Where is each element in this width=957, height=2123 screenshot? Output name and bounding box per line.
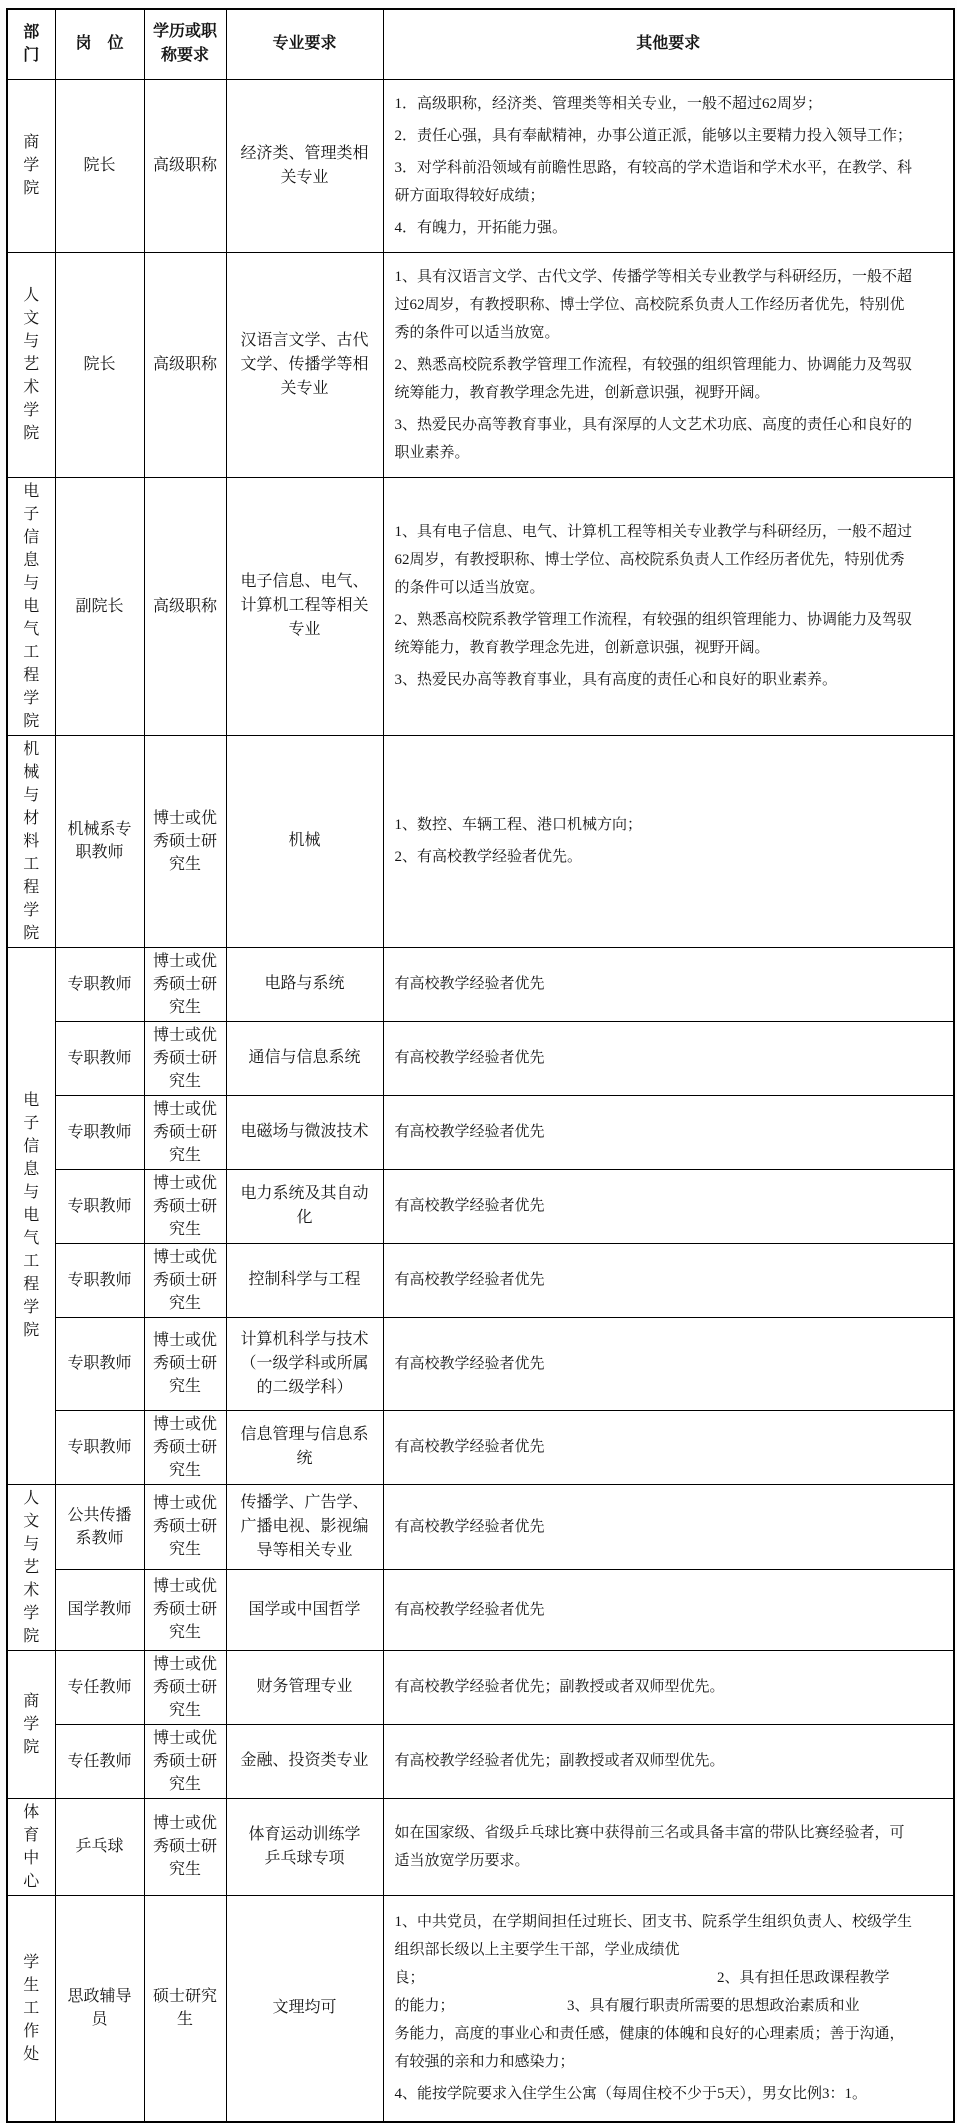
- qualification-cell: [144, 1798, 226, 1895]
- table-row: [7, 252, 954, 477]
- major-cell: [226, 735, 383, 947]
- major-line: 关专业: [280, 379, 329, 397]
- qualification-cell: [144, 947, 226, 1021]
- qualification-cell: [144, 1021, 226, 1095]
- major-cell: [226, 1484, 383, 1569]
- requirement-item: [395, 843, 944, 871]
- position-cell: [55, 947, 144, 1021]
- position-cell: [55, 1317, 144, 1410]
- qualification-label: 博士或优秀硕士研究生: [152, 952, 217, 1016]
- table-row: [7, 1410, 954, 1484]
- requirement-line: 良； 2、具有担任思政课程教学: [394, 1970, 890, 1987]
- qualification-cell: [144, 1724, 226, 1798]
- major-cell: [226, 252, 383, 477]
- requirement-line: 4．有魄力，开拓能力强。: [394, 219, 568, 236]
- requirement-line: 3、热爱民办高等教育事业，具有高度的责任心和良好的职业素养。: [394, 672, 838, 688]
- position-label: 院长: [83, 356, 116, 373]
- major-cell: [226, 1569, 383, 1650]
- requirement-line: 有高校教学经验者优先: [394, 1198, 545, 1214]
- major-cell: [226, 1243, 383, 1317]
- requirement-line: 的条件可以适当放宽。: [394, 580, 545, 596]
- position-label: 副院长: [75, 597, 124, 615]
- position-cell: [55, 1798, 144, 1895]
- qualification-cell: [144, 1484, 226, 1569]
- qualification-cell: [144, 477, 226, 735]
- requirement-item: [395, 1596, 944, 1624]
- table-row: [7, 1484, 954, 1569]
- header-dept-label: 部门: [23, 24, 40, 65]
- requirement-line: 秀的条件可以适当放宽。: [394, 324, 560, 341]
- position-label: 专职教师: [67, 975, 132, 993]
- major-cell: [226, 947, 383, 1021]
- requirement-line: 有高校教学经验者优先: [394, 976, 545, 992]
- dept-label: 人文与艺术学院: [23, 1489, 40, 1645]
- requirement-line: 有高校教学经验者优先: [394, 1601, 545, 1618]
- requirement-item: [395, 351, 944, 407]
- dept-cell: [7, 1895, 55, 2122]
- requirement-item: [395, 1819, 944, 1875]
- major-line: 金融、投资类专业: [240, 1752, 369, 1769]
- major-cell: [226, 1410, 383, 1484]
- dept-cell: [7, 947, 55, 1484]
- other-requirements-cell: [383, 1243, 954, 1317]
- table-row: [7, 735, 954, 947]
- requirement-item: [395, 1513, 944, 1541]
- requirement-item: [395, 1266, 944, 1294]
- table-row: [7, 1724, 954, 1798]
- qualification-label: 博士或优秀硕士研究生: [152, 809, 217, 873]
- qualification-label: 博士或优秀硕士研究生: [152, 1100, 217, 1164]
- major-line: 信息管理与信息系: [240, 1426, 369, 1443]
- requirement-line: 有较强的亲和力和感染力；: [394, 2054, 575, 2071]
- position-label: 乒乓球: [75, 1838, 124, 1855]
- major-line: 财务管理专业: [256, 1678, 353, 1695]
- requirement-item: [395, 1433, 944, 1461]
- other-requirements-cell: [383, 735, 954, 947]
- header-row: [7, 9, 954, 79]
- position-cell: [55, 1095, 144, 1169]
- major-line: 文学、传播学等相: [240, 355, 369, 373]
- position-label: 国学教师: [67, 1601, 132, 1619]
- major-cell: [226, 477, 383, 735]
- other-requirements-cell: [383, 252, 954, 477]
- other-requirements-cell: [383, 947, 954, 1021]
- dept-cell: [7, 477, 55, 735]
- other-requirements-cell: [383, 1484, 954, 1569]
- qualification-label: 高级职称: [152, 597, 217, 615]
- dept-label: 人文与艺术学院: [23, 287, 40, 442]
- dept-cell: [7, 79, 55, 252]
- major-line: 经济类、管理类相: [240, 144, 369, 162]
- requirement-item: [395, 263, 944, 347]
- major-line: 体育运动训练学: [248, 1825, 361, 1843]
- qualification-cell: [144, 1650, 226, 1724]
- table-body: [7, 79, 954, 2122]
- requirement-line: 1．高级职称，经济类、管理类等相关专业，一般不超过62周岁；: [394, 95, 823, 112]
- qualification-cell: [144, 1095, 226, 1169]
- qualification-cell: [144, 1243, 226, 1317]
- position-cell: [55, 1724, 144, 1798]
- requirement-line: 3、热爱民办高等教育事业，具有深厚的人文艺术功底、高度的责任心和良好的: [394, 416, 913, 433]
- requirement-item: [395, 1747, 944, 1775]
- requirement-line: 有高校教学经验者优先: [394, 1355, 545, 1372]
- qualification-label: 博士或优秀硕士研究生: [152, 1248, 217, 1312]
- qualification-label: 博士或优秀硕士研究生: [152, 1729, 217, 1793]
- major-line: 广播电视、影视编: [240, 1517, 369, 1535]
- table-row: [7, 1650, 954, 1724]
- other-requirements-cell: [383, 1317, 954, 1410]
- qualification-label: 博士或优秀硕士研究生: [152, 1655, 217, 1719]
- requirement-item: [395, 2080, 944, 2108]
- position-cell: [55, 477, 144, 735]
- qualification-label: 硕士研究生: [152, 1988, 217, 2029]
- position-cell: [55, 735, 144, 947]
- requirement-item: [395, 1044, 944, 1072]
- requirement-item: [395, 122, 944, 150]
- requirement-item: [395, 411, 944, 467]
- requirement-item: [395, 666, 944, 694]
- requirement-line: 有高校教学经验者优先: [394, 1518, 545, 1535]
- dept-cell: [7, 735, 55, 947]
- other-requirements-cell: [383, 1569, 954, 1650]
- requirement-item: [395, 518, 944, 602]
- requirement-line: 1、具有电子信息、电气、计算机工程等相关专业教学与科研经历，一般不超过: [394, 524, 913, 540]
- major-line: 计算机科学与技术: [240, 1330, 369, 1348]
- table-row: [7, 947, 954, 1021]
- header-major: 专业要求: [226, 9, 383, 79]
- other-requirements-cell: [383, 1021, 954, 1095]
- position-cell: [55, 252, 144, 477]
- table-row: [7, 1169, 954, 1243]
- table-row: [7, 1569, 954, 1650]
- requirement-line: 2、熟悉高校院系教学管理工作流程，有较强的组织管理能力、协调能力及驾驭: [394, 356, 913, 373]
- major-line: 通信与信息系统: [248, 1049, 361, 1066]
- requirement-line: 2、熟悉高校院系教学管理工作流程，有较强的组织管理能力、协调能力及驾驭: [394, 612, 913, 628]
- header-dept: [7, 9, 55, 79]
- position-label: 院长: [83, 157, 116, 174]
- recruitment-table: [6, 8, 955, 2123]
- major-line: 关专业: [280, 168, 329, 186]
- header-position: 岗 位: [55, 9, 144, 79]
- major-line: 机械: [288, 832, 321, 849]
- dept-label: 体育中心: [23, 1803, 40, 1890]
- dept-label: 学生工作处: [23, 1953, 40, 2063]
- dept-label: 商学院: [23, 1692, 40, 1756]
- qualification-cell: [144, 1895, 226, 2122]
- major-cell: [226, 1095, 383, 1169]
- major-line: 电子信息、电气、: [240, 573, 369, 590]
- requirement-item: [395, 811, 944, 839]
- requirement-line: 2、有高校教学经验者优先。: [394, 849, 583, 865]
- requirement-line: 的能力； 3、具有履行职责所需要的思想政治素质和业: [394, 1998, 860, 2015]
- position-cell: [55, 1169, 144, 1243]
- position-label: 专职教师: [67, 1049, 132, 1067]
- requirement-line: 务能力，高度的事业心和责任感，健康的体魄和良好的心理素质；善于沟通，: [394, 2026, 905, 2043]
- position-label: 公共传播系教师: [67, 1506, 132, 1547]
- major-cell: [226, 1798, 383, 1895]
- major-cell: [226, 79, 383, 252]
- major-line: 电路与系统: [264, 975, 345, 992]
- dept-cell: [7, 1650, 55, 1798]
- major-cell: [226, 1317, 383, 1410]
- position-cell: [55, 1410, 144, 1484]
- qualification-cell: [144, 735, 226, 947]
- qualification-cell: [144, 79, 226, 252]
- position-label: 专任教师: [67, 1752, 132, 1770]
- major-line: 的二级学科）: [256, 1378, 353, 1396]
- position-cell: [55, 1243, 144, 1317]
- major-line: 化: [296, 1209, 313, 1226]
- requirement-line: 有高校教学经验者优先；副教授或者双师型优先。: [394, 1753, 725, 1769]
- requirement-line: 2．责任心强，具有奉献精神，办事公道正派，能够以主要精力投入领导工作；: [394, 127, 913, 144]
- major-cell: [226, 1169, 383, 1243]
- qualification-label: 博士或优秀硕士研究生: [152, 1415, 217, 1479]
- major-cell: [226, 1021, 383, 1095]
- table-row: [7, 1095, 954, 1169]
- requirement-line: 有高校教学经验者优先: [394, 1124, 545, 1140]
- requirement-line: 统筹能力，教育教学理念先进，创新意识强，视野开阔。: [394, 640, 770, 656]
- other-requirements-cell: [383, 79, 954, 252]
- dept-label: 商学院: [23, 134, 40, 197]
- requirement-line: 4、能按学院要求入住学生公寓（每周住校不少于5天），男女比例3：1。: [394, 2086, 868, 2103]
- requirement-item: [395, 90, 944, 118]
- position-cell: [55, 1895, 144, 2122]
- major-line: 专业: [288, 621, 321, 638]
- table-row: [7, 79, 954, 252]
- qualification-cell: [144, 1569, 226, 1650]
- header-qualification: 学历或职称要求: [144, 9, 226, 79]
- requirement-line: 有高校教学经验者优先；副教授或者双师型优先。: [394, 1679, 725, 1695]
- table-row: [7, 1895, 954, 2122]
- requirement-line: 有高校教学经验者优先: [394, 1050, 545, 1066]
- qualification-label: 博士或优秀硕士研究生: [152, 1578, 217, 1642]
- other-requirements-cell: [383, 1895, 954, 2122]
- other-requirements-cell: [383, 1169, 954, 1243]
- major-line: 统: [296, 1450, 313, 1467]
- requirement-item: [395, 1908, 944, 2076]
- major-line: 乒乓球专项: [264, 1849, 345, 1867]
- dept-label: 电子信息与电气工程学院: [23, 482, 40, 730]
- qualification-label: 博士或优秀硕士研究生: [152, 1026, 217, 1090]
- qualification-label: 博士或优秀硕士研究生: [152, 1174, 217, 1238]
- requirement-line: 3．对学科前沿领域有前瞻性思路，有较高的学术造诣和学术水平，在教学、科: [394, 159, 913, 176]
- other-requirements-cell: [383, 1650, 954, 1724]
- requirement-item: [395, 1673, 944, 1701]
- other-requirements-cell: [383, 1410, 954, 1484]
- major-line: 导等相关专业: [256, 1541, 353, 1559]
- position-cell: [55, 1650, 144, 1724]
- major-line: 国学或中国哲学: [248, 1600, 361, 1618]
- requirement-item: [395, 1192, 944, 1220]
- qualification-cell: [144, 1410, 226, 1484]
- major-line: （一级学科或所属: [240, 1354, 369, 1372]
- qualification-label: 高级职称: [152, 356, 217, 373]
- qualification-label: 博士或优秀硕士研究生: [152, 1815, 217, 1878]
- major-line: 电力系统及其自动: [240, 1185, 369, 1202]
- requirement-line: 62周岁，有教授职称、博士学位、高校院系负责人工作经历者优先，特别优秀: [394, 552, 905, 568]
- qualification-label: 博士或优秀硕士研究生: [152, 1495, 217, 1559]
- other-requirements-cell: [383, 1798, 954, 1895]
- qualification-cell: [144, 1169, 226, 1243]
- requirement-item: [395, 214, 944, 242]
- requirement-line: 1、中共党员，在学期间担任过班长、团支书、院系学生组织负责人、校级学生: [394, 1914, 913, 1931]
- major-cell: [226, 1895, 383, 2122]
- dept-label: 机械与材料工程学院: [23, 740, 40, 942]
- position-cell: [55, 1484, 144, 1569]
- table-row: [7, 1317, 954, 1410]
- requirement-line: 有高校教学经验者优先: [394, 1272, 545, 1288]
- major-cell: [226, 1724, 383, 1798]
- requirement-line: 如在国家级、省级乒乓球比赛中获得前三名或具备丰富的带队比赛经验者，可: [394, 1824, 905, 1841]
- position-cell: [55, 1021, 144, 1095]
- requirement-line: 统筹能力，教育教学理念先进，创新意识强，视野开阔。: [394, 384, 770, 401]
- qualification-label: 博士或优秀硕士研究生: [152, 1332, 217, 1395]
- requirement-line: 有高校教学经验者优先: [394, 1439, 545, 1455]
- position-label: 专职教师: [67, 1355, 132, 1372]
- dept-cell: [7, 1798, 55, 1895]
- position-label: 思政辅导员: [67, 1988, 132, 2029]
- major-line: 汉语言文学、古代: [240, 331, 369, 349]
- position-cell: [55, 79, 144, 252]
- major-line: 控制科学与工程: [248, 1271, 361, 1288]
- major-line: 计算机工程等相关: [240, 597, 369, 614]
- requirement-line: 职业素养。: [394, 444, 470, 461]
- header-other-requirements: 其他要求: [383, 9, 954, 79]
- requirement-line: 适当放宽学历要求。: [394, 1852, 530, 1869]
- position-label: 专职教师: [67, 1271, 132, 1289]
- requirement-line: 1、数控、车辆工程、港口机械方向；: [394, 817, 643, 833]
- qualification-cell: [144, 1317, 226, 1410]
- table-row: [7, 1021, 954, 1095]
- position-cell: [55, 1569, 144, 1650]
- requirement-item: [395, 606, 944, 662]
- position-label: 专任教师: [67, 1678, 132, 1696]
- requirement-item: [395, 154, 944, 210]
- table-row: [7, 1798, 954, 1895]
- requirement-line: 研方面取得较好成绩；: [394, 187, 545, 204]
- requirement-line: 组织部长级以上主要学生干部，学业成绩优: [394, 1942, 680, 1959]
- dept-cell: [7, 252, 55, 477]
- qualification-cell: [144, 252, 226, 477]
- major-line: 文理均可: [272, 1999, 337, 2017]
- other-requirements-cell: [383, 477, 954, 735]
- table-row: [7, 477, 954, 735]
- requirement-item: [395, 1118, 944, 1146]
- dept-cell: [7, 1484, 55, 1650]
- major-line: 传播学、广告学、: [240, 1493, 369, 1511]
- position-label: 专职教师: [67, 1123, 132, 1141]
- other-requirements-cell: [383, 1724, 954, 1798]
- requirement-line: 1、具有汉语言文学、古代文学、传播学等相关专业教学与科研经历，一般不超: [394, 268, 913, 285]
- requirement-item: [395, 970, 944, 998]
- dept-label: 电子信息与电气工程学院: [23, 1092, 40, 1339]
- table-row: [7, 1243, 954, 1317]
- requirement-line: 过62周岁，有教授职称、博士学位、高校院系负责人工作经历者优先，特别优: [394, 296, 905, 313]
- position-label: 专职教师: [67, 1438, 132, 1456]
- major-cell: [226, 1650, 383, 1724]
- qualification-label: 高级职称: [152, 157, 217, 174]
- position-label: 专职教师: [67, 1197, 132, 1215]
- requirement-item: [395, 1350, 944, 1378]
- position-label: 机械系专职教师: [67, 821, 132, 861]
- other-requirements-cell: [383, 1095, 954, 1169]
- major-line: 电磁场与微波技术: [240, 1123, 369, 1140]
